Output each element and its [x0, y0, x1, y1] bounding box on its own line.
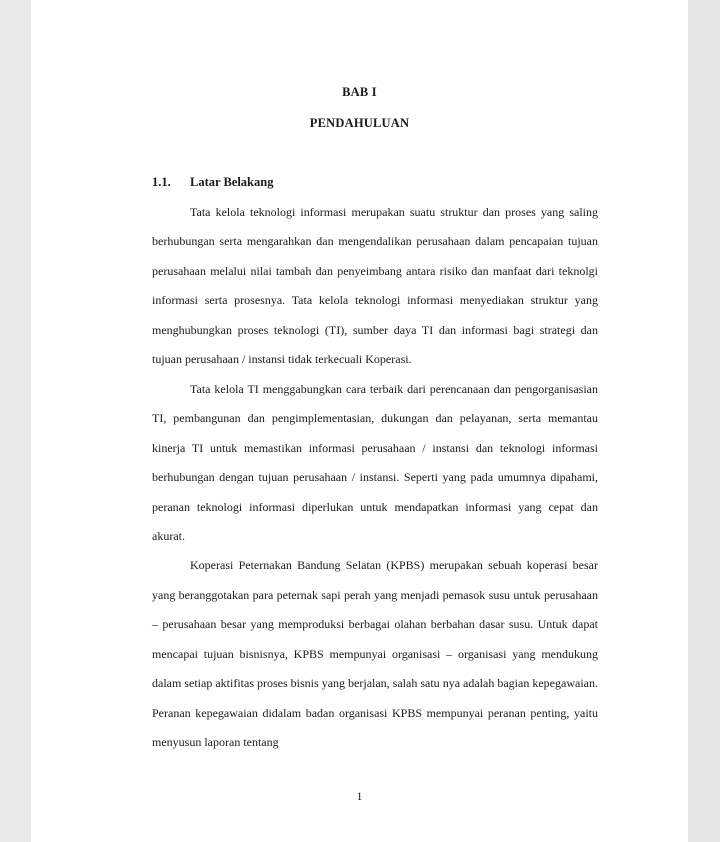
paragraph: Koperasi Peternakan Bandung Selatan (KPBS) merupakan sebuah koperasi besar yang beranggotakan para peternak sapi perah yang menjadi pemasok susu untuk perusahaan – perusahaan besar yang memproduksi berbagai olahan berbahan dasar susu. Untuk dapat mencapai tujuan bisnisnya, KPBS mempunyai organisasi – organisasi yang mendukung dalam setiap aktifitas proses bisnis yang berjalan, salah satu nya adalah bagian kepegawaian. Peranan kepegawaian didalam badan organisasi KPBS mempunyai peranan penting, yaitu menyusun laporan tentang [152, 558, 598, 750]
document-page [31, 0, 688, 842]
section-heading [152, 175, 273, 190]
viewer-scroll-area[interactable] [688, 0, 720, 842]
section-number: 1.1. [152, 175, 171, 189]
chapter-title: PENDAHULUAN [309, 116, 410, 130]
paragraph: Tata kelola TI menggabungkan cara terbaik dari perencanaan dan pengorganisasian TI, pembangunan dan pengimplementasian, dukungan dan pelayanan, serta memantau kinerja TI untuk memastikan informasi perusahaan / instansi dan teknologi informasi berhubungan dengan tujuan perusahaan / instansi. Seperti yang pada umumnya dipahami, peranan teknologi informasi diperlukan untuk mendapatkan informasi yang cepat dan akurat. [152, 381, 598, 543]
paragraph: Tata kelola teknologi informasi merupakan suatu struktur dan proses yang saling berhubungan serta mengarahkan dan mengendalikan perusahaan dalam pencapaian tujuan perusahaan melalui nilai tambah dan penyeimbang antara risiko dan manfaat dari teknolgi informasi serta prosesnya. Tata kelola teknologi informasi menyediakan struktur yang menghubungkan proses teknologi (TI), sumber daya TI dan informasi bagi strategi dan tujuan perusahaan / instansi tidak terkecuali Koperasi. [152, 205, 598, 367]
chapter-heading: BAB I [342, 85, 377, 99]
section-title: Latar Belakang [190, 175, 274, 189]
page-number: 1 [356, 789, 363, 803]
body-text [152, 198, 598, 758]
